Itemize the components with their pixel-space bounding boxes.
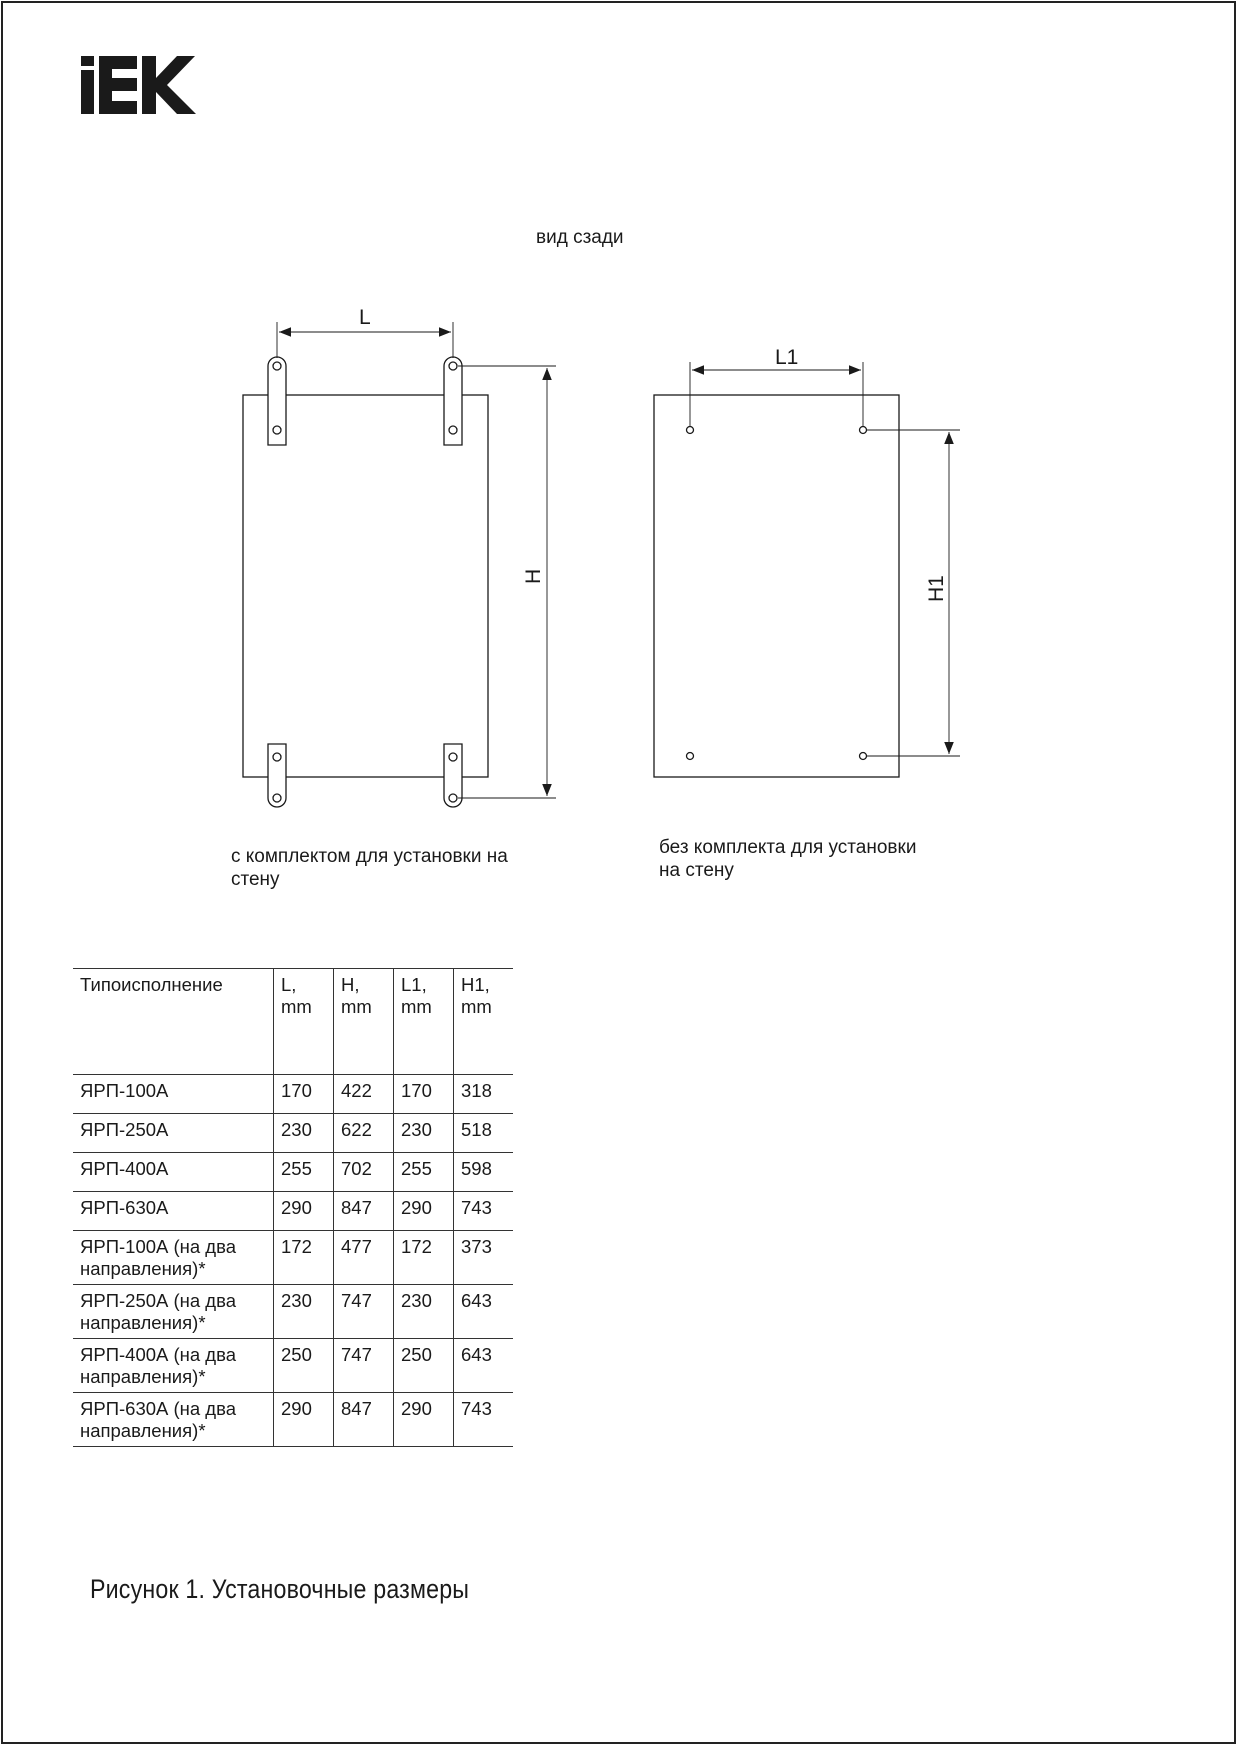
table-row bbox=[73, 1114, 513, 1153]
dimensions-table bbox=[73, 968, 513, 1447]
cell-L: 255 bbox=[274, 1153, 334, 1192]
cell-H1: 743 bbox=[454, 1393, 514, 1447]
cell-H: 747 bbox=[334, 1339, 394, 1393]
cell-H1: 598 bbox=[454, 1153, 514, 1192]
header-type: Типоисполнение bbox=[73, 969, 274, 1075]
dim-label-L: L bbox=[359, 306, 371, 329]
cell-L: 290 bbox=[274, 1393, 334, 1447]
cell-H1: 373 bbox=[454, 1231, 514, 1285]
cell-L1: 230 bbox=[394, 1114, 454, 1153]
table-row bbox=[73, 1339, 513, 1393]
cell-L: 250 bbox=[274, 1339, 334, 1393]
enclosure-with-kit bbox=[243, 395, 488, 777]
cell-L: 230 bbox=[274, 1285, 334, 1339]
dim-label-H: H bbox=[522, 568, 545, 584]
cell-type: ЯРП-100А bbox=[73, 1075, 274, 1114]
cell-type: ЯРП-400А bbox=[73, 1153, 274, 1192]
cell-H1: 518 bbox=[454, 1114, 514, 1153]
header-L: L, mm bbox=[274, 969, 334, 1075]
cell-L1: 250 bbox=[394, 1339, 454, 1393]
cell-L1: 290 bbox=[394, 1192, 454, 1231]
cell-L: 172 bbox=[274, 1231, 334, 1285]
cell-L1: 255 bbox=[394, 1153, 454, 1192]
view-label: вид сзади bbox=[536, 227, 624, 248]
cell-H1: 643 bbox=[454, 1339, 514, 1393]
table-row bbox=[73, 1153, 513, 1192]
enclosure-without-kit bbox=[654, 395, 899, 777]
cell-H: 422 bbox=[334, 1075, 394, 1114]
cell-H: 702 bbox=[334, 1153, 394, 1192]
cell-H: 747 bbox=[334, 1285, 394, 1339]
cell-L1: 170 bbox=[394, 1075, 454, 1114]
bracket-top-left bbox=[268, 357, 286, 445]
cell-L: 290 bbox=[274, 1192, 334, 1231]
subcaption-with-kit: с комплектом для установки на стену bbox=[231, 846, 508, 890]
cell-type: ЯРП-250А bbox=[73, 1114, 274, 1153]
table-header-row bbox=[73, 969, 513, 1075]
cell-type: ЯРП-630А (на два направления)* bbox=[73, 1393, 274, 1447]
table-row bbox=[73, 1285, 513, 1339]
header-L1: L1, mm bbox=[394, 969, 454, 1075]
cell-H: 847 bbox=[334, 1192, 394, 1231]
cell-type: ЯРП-100А (на два направления)* bbox=[73, 1231, 274, 1285]
cell-H: 622 bbox=[334, 1114, 394, 1153]
header-H: H, mm bbox=[334, 969, 394, 1075]
cell-type: ЯРП-250А (на два направления)* bbox=[73, 1285, 274, 1339]
cell-L1: 230 bbox=[394, 1285, 454, 1339]
table-row bbox=[73, 1393, 513, 1447]
cell-H1: 643 bbox=[454, 1285, 514, 1339]
table-row bbox=[73, 1075, 513, 1114]
table-row bbox=[73, 1231, 513, 1285]
cell-H1: 743 bbox=[454, 1192, 514, 1231]
bracket-bottom-left bbox=[268, 744, 286, 807]
table-row bbox=[73, 1192, 513, 1231]
dim-label-L1: L1 bbox=[775, 346, 799, 369]
cell-L: 230 bbox=[274, 1114, 334, 1153]
cell-L1: 290 bbox=[394, 1393, 454, 1447]
cell-H1: 318 bbox=[454, 1075, 514, 1114]
dim-label-H1: H1 bbox=[925, 575, 948, 602]
cell-type: ЯРП-630А bbox=[73, 1192, 274, 1231]
cell-H: 847 bbox=[334, 1393, 394, 1447]
cell-L1: 172 bbox=[394, 1231, 454, 1285]
bracket-top-right bbox=[444, 357, 462, 445]
cell-type: ЯРП-400А (на два направления)* bbox=[73, 1339, 274, 1393]
header-H1: H1, mm bbox=[454, 969, 514, 1075]
subcaption-without-kit: без комплекта для установки на стену bbox=[659, 837, 917, 881]
figure-caption: Рисунок 1. Установочные размеры bbox=[90, 1574, 470, 1604]
cell-L: 170 bbox=[274, 1075, 334, 1114]
cell-H: 477 bbox=[334, 1231, 394, 1285]
